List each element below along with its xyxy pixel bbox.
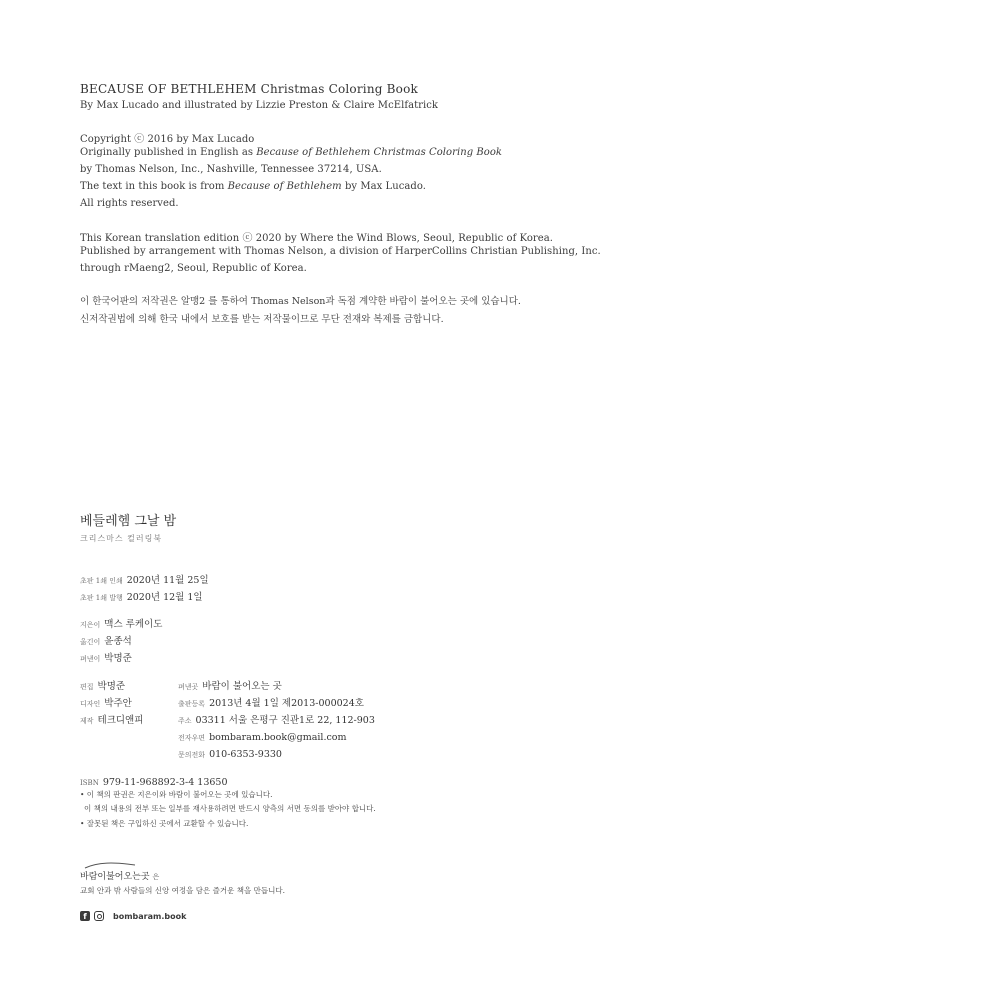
brand-logo-text: 바람이불어오는곳 — [80, 872, 150, 882]
publisher-person-label: 펴낸이 — [80, 655, 101, 663]
press-label: 펴낸곳 — [178, 683, 199, 691]
registration-label: 출판등록 — [178, 700, 206, 708]
first-publication — [80, 585, 203, 604]
text-source — [80, 181, 426, 192]
production-row — [80, 708, 143, 727]
phone-row — [178, 742, 282, 761]
through-agency: through rMaeng2, Seoul, Republic of Korea. — [80, 263, 307, 274]
registration: 2013년 4월 1일 제2013-000024호 — [209, 698, 364, 709]
arrangement: Published by arrangement with Thomas Nelson, a division of HarperCollins Christian Publishing, Inc. — [80, 246, 601, 257]
note-exchange: • 잘못된 책은 구입하신 곳에서 교환할 수 있습니다. — [80, 819, 249, 828]
press: 바람이 불어오는 곳 — [202, 681, 282, 692]
text-prefix: The text in this book is from — [80, 181, 225, 192]
korean-edition: This Korean translation edition ⓒ 2020 by Where the Wind Blows, Seoul, Republic of Korea. — [80, 233, 553, 244]
brand-tagline: 교회 안과 밖 사람들의 신앙 여정을 담은 즐거운 책을 만듭니다. — [80, 886, 285, 895]
text-suffix: by Max Lucado. — [344, 181, 426, 192]
author-label: 지은이 — [80, 621, 101, 629]
brand-logo-particle: 은 — [152, 873, 160, 881]
isbn-row — [80, 770, 228, 789]
orig-prefix: Originally published in English as — [80, 147, 254, 158]
social-links — [80, 911, 186, 921]
production-label: 제작 — [80, 717, 94, 725]
designer-label: 디자인 — [80, 700, 101, 708]
brand-logo — [80, 869, 159, 882]
note-reuse: 이 책의 내용의 전부 또는 일부를 재사용하려면 반드시 양측의 서면 동의를 받아야 합니다. — [84, 804, 376, 813]
orig-title: Because of Bethlehem Christmas Coloring Book — [256, 147, 503, 158]
publisher-person-row — [80, 646, 132, 665]
text-title: Because of Bethlehem — [227, 181, 342, 192]
first-pub-date: 2020년 12월 1일 — [126, 592, 203, 603]
author: 맥스 루케이도 — [104, 619, 163, 630]
email-label: 전자우편 — [178, 734, 206, 742]
first-print-label: 초판 1쇄 인쇄 — [80, 577, 123, 585]
designer: 박주안 — [104, 698, 132, 709]
isbn-label: ISBN — [80, 779, 99, 787]
editor-label: 편집 — [80, 683, 94, 691]
editor: 박명준 — [97, 681, 126, 692]
byline: By Max Lucado and illustrated by Lizzie Preston & Claire McElfatrick — [80, 100, 439, 111]
original-publication — [80, 147, 502, 158]
phone-label: 문의전화 — [178, 751, 206, 759]
isbn: 979-11-968892-3-4 13650 — [102, 777, 228, 788]
instagram-icon[interactable] — [94, 911, 104, 921]
translator-label: 옮긴이 — [80, 638, 101, 646]
book-title-en: BECAUSE OF BETHLEHEM Christmas Coloring Book — [80, 82, 418, 96]
email: bombaram.book@gmail.com — [209, 732, 347, 743]
book-subtitle-ko: 크리스마스 컬러링북 — [80, 534, 163, 543]
address: 03311 서울 은평구 진관1로 22, 112-903 — [195, 715, 375, 726]
korean-notice-2: 신저작권법에 의해 한국 내에서 보호를 받는 저작물이므로 무단 전재와 복제를 금합니다. — [80, 314, 444, 325]
publisher-line: by Thomas Nelson, Inc., Nashville, Tennessee 37214, USA. — [80, 164, 382, 175]
copyright: Copyright ⓒ 2016 by Max Lucado — [80, 134, 255, 145]
first-print-date: 2020년 11월 25일 — [126, 575, 209, 586]
note-rights: • 이 책의 판권은 지은이와 바람이 불어오는 곳에 있습니다. — [80, 790, 273, 799]
social-handle[interactable]: bombaram.book — [113, 911, 187, 921]
translator: 윤종석 — [104, 636, 132, 647]
address-label: 주소 — [178, 717, 192, 725]
production: 테크디앤피 — [97, 715, 144, 726]
phone: 010-6353-9330 — [209, 749, 282, 760]
korean-notice-1: 이 한국어판의 저작권은 알맹2 를 통하여 Thomas Nelson과 독점 계약한 바람이 불어오는 곳에 있습니다. — [80, 296, 521, 307]
publisher-person: 박명준 — [104, 653, 132, 664]
facebook-icon[interactable]: f — [80, 911, 90, 921]
book-title-ko: 베들레헴 그날 밤 — [80, 514, 177, 529]
first-pub-label: 초판 1쇄 발행 — [80, 594, 123, 602]
rights: All rights reserved. — [80, 198, 179, 209]
